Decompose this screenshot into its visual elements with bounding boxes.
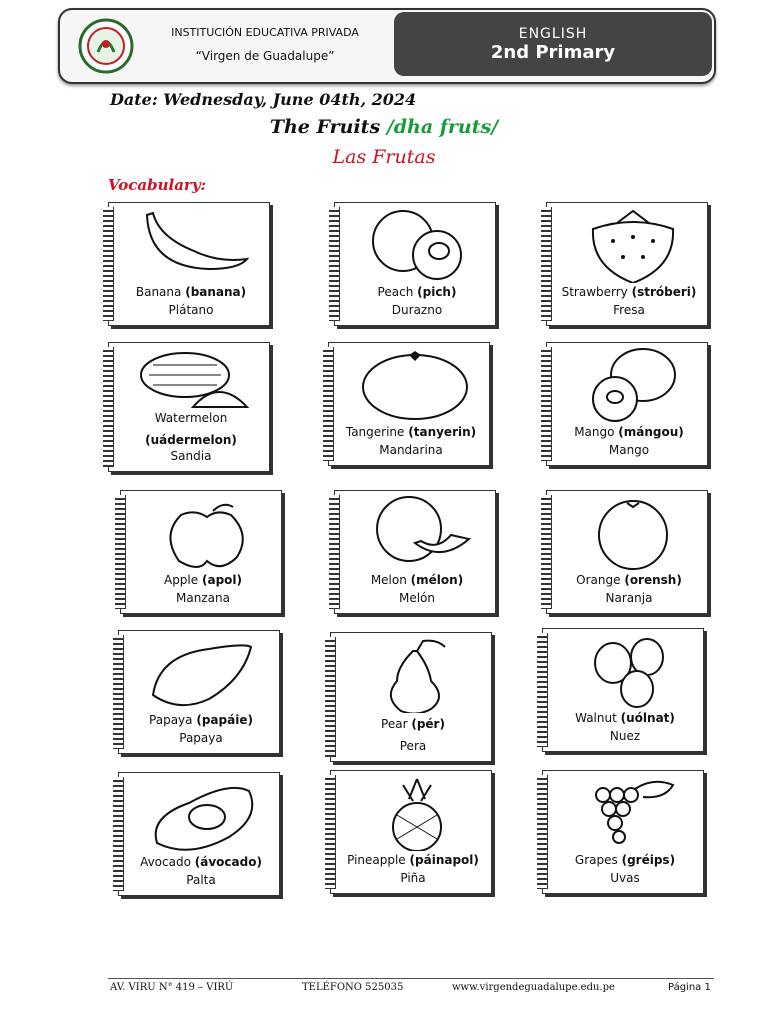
fruit-label: Grapes (gréips): [574, 853, 676, 867]
footer-divider: [108, 978, 714, 979]
spiral-binding: [537, 633, 548, 747]
subject-label: ENGLISH: [518, 26, 588, 42]
school-logo-icon: [78, 18, 134, 74]
walnut-icon: [573, 633, 683, 709]
fruit-card-mango: [546, 342, 708, 466]
fruit-label: Tangerine (tanyerin): [345, 425, 477, 439]
page-subtitle: Las Frutas: [332, 146, 436, 168]
spiral-binding: [541, 495, 552, 609]
title-main: The Fruits: [269, 116, 381, 138]
school-info: [150, 26, 380, 63]
fruit-spanish: Naranja: [605, 591, 653, 605]
fruit-label: Papaya (papáie): [149, 713, 253, 727]
grapes-icon: [573, 775, 683, 851]
spiral-binding: [325, 637, 336, 757]
fruit-label: Mango (mángou): [574, 425, 684, 439]
fruit-card-pear: [330, 632, 492, 762]
fruit-spanish: Piña: [400, 871, 426, 885]
fruit-label: Melon (mélon): [370, 573, 464, 587]
fruit-card-melon: [334, 490, 496, 614]
page-header: [58, 8, 716, 84]
fruit-label: Orange (orensh): [576, 573, 682, 587]
spiral-binding: [113, 777, 124, 891]
fruit-spanish: Manzana: [176, 591, 230, 605]
fruit-spanish: Palta: [186, 873, 216, 887]
spiral-binding: [537, 775, 548, 889]
fruit-label: Pineapple (páinapol): [347, 853, 479, 867]
fruit-spanish: Nuez: [609, 729, 641, 743]
strawberry-icon: [577, 207, 687, 283]
spiral-binding: [325, 775, 336, 889]
fruit-pronunciation: (uádermelon): [145, 433, 237, 447]
fruit-card-tangerine: [328, 342, 490, 466]
grade-label: 2nd Primary: [490, 42, 616, 63]
fruit-label: Walnut (uólnat): [575, 711, 675, 725]
spiral-binding: [329, 495, 340, 609]
title-pronunciation: /dha fruts/: [386, 116, 499, 138]
spiral-binding: [115, 495, 126, 609]
mango-icon: [577, 347, 687, 423]
footer-page-number: Página 1: [668, 982, 711, 993]
fruit-card-walnut: [542, 628, 704, 752]
school-name: INSTITUCIÓN EDUCATIVA PRIVADA: [171, 26, 359, 39]
fruit-spanish: Durazno: [391, 303, 443, 317]
orange-icon: [577, 495, 687, 571]
fruit-label: Peach (pich): [377, 285, 457, 299]
fruit-label: Strawberry (stróberi): [561, 285, 697, 299]
fruit-card-papaya: [118, 630, 280, 754]
fruit-label: Watermelon: [154, 411, 228, 425]
melon-icon: [365, 495, 475, 571]
fruit-card-orange: [546, 490, 708, 614]
fruit-spanish: Sandia: [170, 449, 212, 463]
fruit-label: Pear (pér): [381, 717, 445, 731]
subject-box: [394, 12, 712, 76]
pineapple-icon: [361, 775, 471, 851]
vocabulary-heading: Vocabulary:: [108, 176, 207, 194]
fruit-spanish: Uvas: [610, 871, 640, 885]
fruit-spanish: Melón: [398, 591, 436, 605]
fruit-card-banana: [108, 202, 270, 326]
footer-phone: TELÉFONO 525035: [302, 982, 404, 993]
spiral-binding: [113, 635, 124, 749]
fruit-spanish: Plátano: [168, 303, 214, 317]
banana-icon: [139, 207, 249, 283]
fruit-card-strawberry: [546, 202, 708, 326]
fruit-card-apple: [120, 490, 282, 614]
fruit-spanish: Papaya: [179, 731, 223, 745]
spiral-binding: [329, 207, 340, 321]
spiral-binding: [323, 347, 334, 461]
peach-icon: [365, 207, 475, 283]
fruit-card-pineapple: [330, 770, 492, 894]
fruit-label: Apple (apol): [163, 573, 242, 587]
fruit-spanish: Fresa: [613, 303, 645, 317]
fruit-card-peach: [334, 202, 496, 326]
spiral-binding: [541, 207, 552, 321]
pear-icon: [361, 637, 471, 713]
spiral-binding: [541, 347, 552, 461]
avocado-icon: [149, 777, 259, 853]
apple-icon: [151, 495, 261, 571]
date-line: Date: Wednesday, June 04th, 2024: [110, 90, 417, 109]
footer-website[interactable]: www.virgendeguadalupe.edu.pe: [452, 982, 615, 993]
fruit-label: Avocado (ávocado): [140, 855, 262, 869]
fruit-label: Banana (banana): [135, 285, 247, 299]
spiral-binding: [103, 347, 114, 467]
papaya-icon: [149, 635, 259, 711]
page-title: [0, 116, 768, 138]
fruit-card-grapes: [542, 770, 704, 894]
fruit-card-watermelon: [108, 342, 270, 472]
fruit-spanish: Mandarina: [379, 443, 443, 457]
tangerine-icon: [359, 347, 469, 423]
fruit-spanish: Mango: [608, 443, 650, 457]
spiral-binding: [103, 207, 114, 321]
footer-address: AV. VIRU N° 419 – VIRÚ: [110, 982, 234, 993]
school-motto: “Virgen de Guadalupe”: [195, 49, 335, 63]
fruit-card-avocado: [118, 772, 280, 896]
fruit-spanish: Pera: [399, 739, 427, 753]
